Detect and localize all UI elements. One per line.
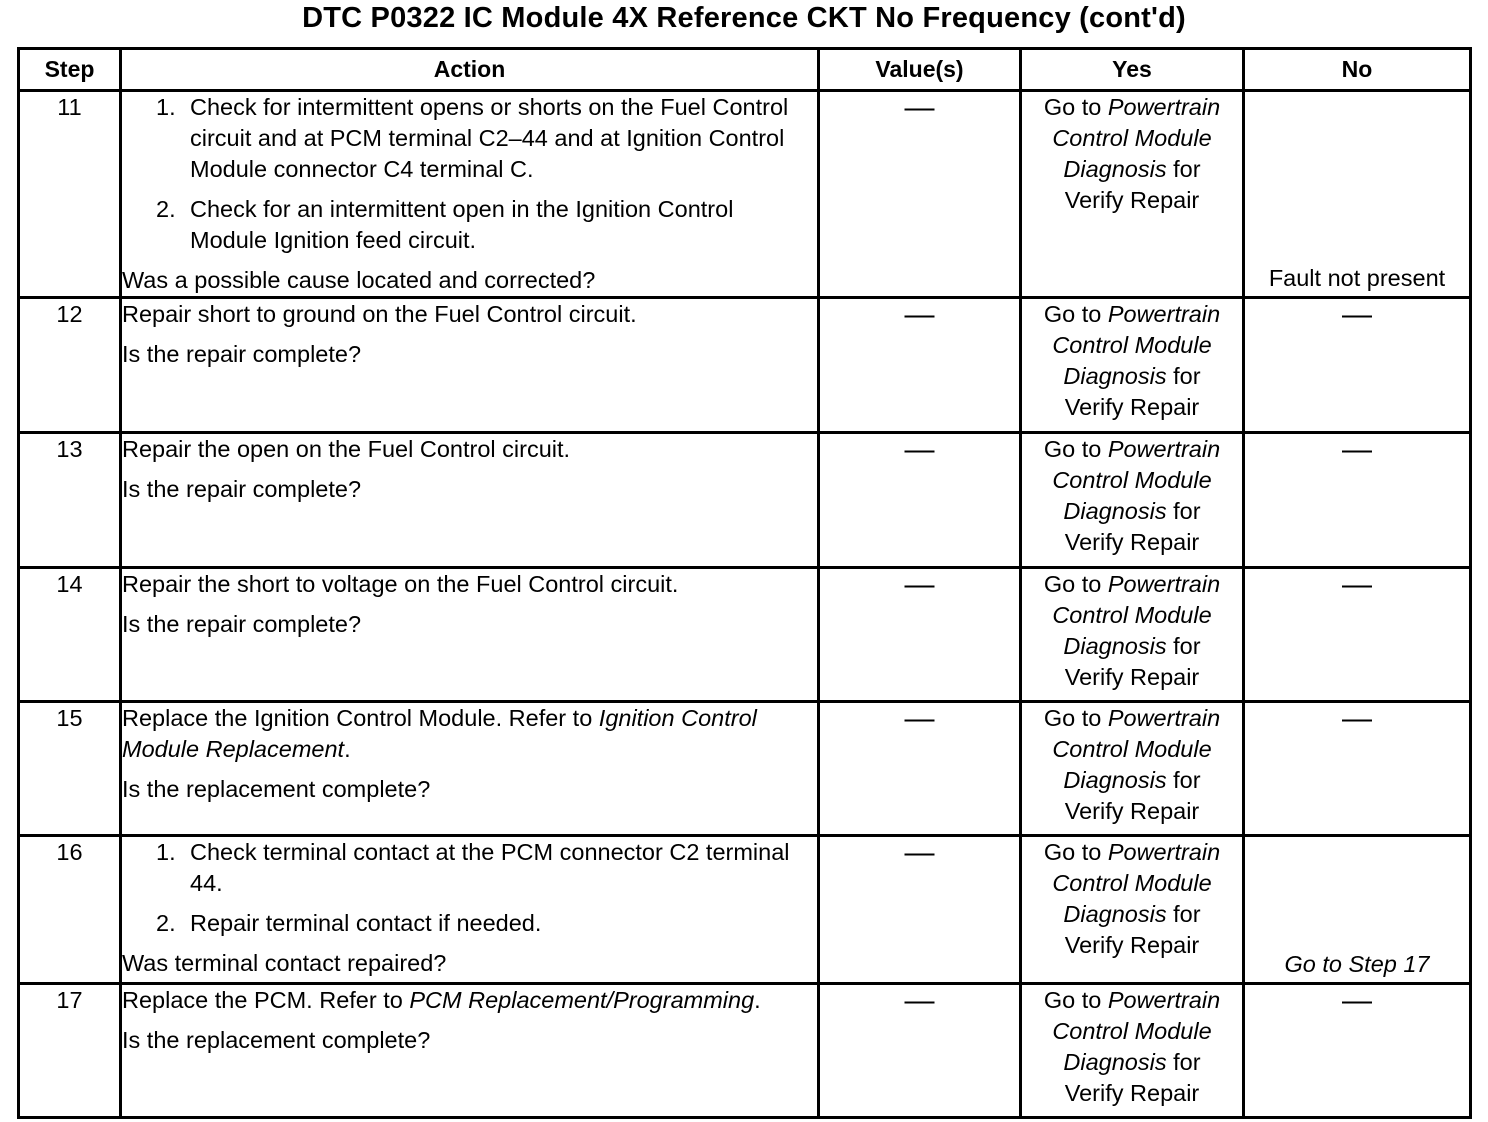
yes-powertrain: Powertrain xyxy=(1107,705,1221,731)
action-cell xyxy=(121,568,819,702)
yes-go-to: Go to xyxy=(1043,436,1108,462)
no-dash: — xyxy=(1342,702,1372,735)
yes-for: for xyxy=(1166,633,1201,659)
yes-diagnosis: Diagnosis xyxy=(1063,1049,1167,1075)
yes-verify-repair: Verify Repair xyxy=(1064,187,1200,213)
list-item xyxy=(122,908,817,939)
step-number: 11 xyxy=(19,91,121,298)
diagnostic-table xyxy=(17,47,1472,1119)
action-question: Is the replacement complete? xyxy=(122,1027,431,1053)
action-text: Repair the open on the Fuel Control circuit. xyxy=(122,436,571,462)
yes-go-to: Go to xyxy=(1043,705,1108,731)
action-question: Was a possible cause located and corrected? xyxy=(122,267,596,293)
yes-for: for xyxy=(1166,156,1201,182)
no-cell: Go to Step 17 xyxy=(1244,836,1471,984)
yes-diagnosis: Diagnosis xyxy=(1063,156,1167,182)
yes-powertrain: Powertrain xyxy=(1107,571,1221,597)
value-cell: — xyxy=(819,91,1021,298)
yes-for: for xyxy=(1166,1049,1201,1075)
value-cell: — xyxy=(819,702,1021,836)
action-reference: PCM Replacement/Programming xyxy=(409,987,755,1013)
yes-for: for xyxy=(1166,363,1201,389)
no-cell xyxy=(1244,298,1471,433)
yes-diagnosis: Diagnosis xyxy=(1063,363,1167,389)
yes-diagnosis: Diagnosis xyxy=(1063,901,1167,927)
table-row xyxy=(19,568,1471,702)
table-row xyxy=(19,433,1471,568)
yes-for: for xyxy=(1166,498,1201,524)
no-cell xyxy=(1244,568,1471,702)
yes-control-module: Control Module xyxy=(1052,736,1212,762)
yes-cell xyxy=(1021,568,1244,702)
item-text: Check for intermittent opens or shorts on the Fuel Control circuit and at PCM terminal C2–44 and at Ignition Control Module connector C4 terminal C. xyxy=(190,94,789,182)
action-text-prefix: Replace the PCM. Refer to xyxy=(122,987,410,1013)
page-title: DTC P0322 IC Module 4X Reference CKT No Frequency (cont'd) xyxy=(302,2,1186,34)
yes-go-to: Go to xyxy=(1043,987,1108,1013)
no-dash: — xyxy=(1342,984,1372,1017)
list-item xyxy=(122,92,817,185)
step-number: 16 xyxy=(19,836,121,984)
no-dash: — xyxy=(1342,568,1372,601)
yes-powertrain: Powertrain xyxy=(1107,94,1221,120)
yes-for: for xyxy=(1166,767,1201,793)
yes-powertrain: Powertrain xyxy=(1107,987,1221,1013)
no-cell xyxy=(1244,702,1471,836)
yes-cell xyxy=(1021,298,1244,433)
yes-cell xyxy=(1021,91,1244,298)
yes-go-to: Go to xyxy=(1043,571,1108,597)
action-text xyxy=(122,703,817,765)
action-text: Repair short to ground on the Fuel Control circuit. xyxy=(122,301,637,327)
value-cell: — xyxy=(819,433,1021,568)
header-step: Step xyxy=(19,49,121,91)
table-row xyxy=(19,984,1471,1118)
table-row xyxy=(19,298,1471,433)
yes-cell xyxy=(1021,836,1244,984)
yes-control-module: Control Module xyxy=(1052,125,1212,151)
step-number: 13 xyxy=(19,433,121,568)
action-cell xyxy=(121,984,819,1118)
no-cell xyxy=(1244,433,1471,568)
yes-powertrain: Powertrain xyxy=(1107,436,1221,462)
item-text: Check terminal contact at the PCM connector C2 terminal 44. xyxy=(190,839,790,896)
value-cell: — xyxy=(819,836,1021,984)
action-question: Was terminal contact repaired? xyxy=(122,950,447,976)
yes-verify-repair: Verify Repair xyxy=(1064,1080,1200,1106)
yes-cell xyxy=(1021,702,1244,836)
yes-verify-repair: Verify Repair xyxy=(1064,798,1200,824)
action-question: Is the replacement complete? xyxy=(122,776,431,802)
table-row xyxy=(19,702,1471,836)
action-text xyxy=(122,985,817,1016)
yes-verify-repair: Verify Repair xyxy=(1064,664,1200,690)
yes-for: for xyxy=(1166,901,1201,927)
action-question: Is the repair complete? xyxy=(122,341,362,367)
value-cell: — xyxy=(819,298,1021,433)
yes-go-to: Go to xyxy=(1043,301,1108,327)
action-text-suffix: . xyxy=(344,736,351,762)
value-cell: — xyxy=(819,568,1021,702)
action-cell xyxy=(121,298,819,433)
step-number: 17 xyxy=(19,984,121,1118)
action-cell xyxy=(121,433,819,568)
step-number: 12 xyxy=(19,298,121,433)
yes-go-to: Go to xyxy=(1043,94,1108,120)
header-yes: Yes xyxy=(1021,49,1244,91)
yes-control-module: Control Module xyxy=(1052,1018,1212,1044)
yes-powertrain: Powertrain xyxy=(1107,839,1221,865)
no-dash: — xyxy=(1342,298,1372,331)
action-cell xyxy=(121,836,819,984)
action-text-prefix: Replace the Ignition Control Module. Refer to xyxy=(122,705,599,731)
table-row xyxy=(19,836,1471,984)
yes-verify-repair: Verify Repair xyxy=(1064,529,1200,555)
no-cell: Fault not present xyxy=(1244,91,1471,298)
yes-go-to: Go to xyxy=(1043,839,1108,865)
header-row xyxy=(19,49,1471,91)
yes-cell xyxy=(1021,984,1244,1118)
action-list xyxy=(122,92,817,256)
yes-diagnosis: Diagnosis xyxy=(1063,498,1167,524)
step-number: 15 xyxy=(19,702,121,836)
yes-powertrain: Powertrain xyxy=(1107,301,1221,327)
item-number: 1. xyxy=(156,94,176,120)
action-reference: Ignition Control Module Replacement xyxy=(122,705,757,762)
action-list xyxy=(122,837,817,939)
yes-control-module: Control Module xyxy=(1052,602,1212,628)
action-question: Is the repair complete? xyxy=(122,611,362,637)
item-number: 1. xyxy=(156,839,176,865)
action-text: Repair the short to voltage on the Fuel Control circuit. xyxy=(122,571,679,597)
yes-diagnosis: Diagnosis xyxy=(1063,767,1167,793)
item-text: Check for an intermittent open in the Ignition Control Module Ignition feed circuit. xyxy=(190,196,734,253)
yes-control-module: Control Module xyxy=(1052,870,1212,896)
yes-control-module: Control Module xyxy=(1052,467,1212,493)
yes-diagnosis: Diagnosis xyxy=(1063,633,1167,659)
list-item xyxy=(122,837,817,899)
action-question: Is the repair complete? xyxy=(122,476,362,502)
action-cell xyxy=(121,91,819,298)
header-no: No xyxy=(1244,49,1471,91)
no-cell xyxy=(1244,984,1471,1118)
header-action: Action xyxy=(121,49,819,91)
item-number: 2. xyxy=(156,196,176,222)
no-dash: — xyxy=(1342,433,1372,466)
list-item xyxy=(122,194,817,256)
yes-verify-repair: Verify Repair xyxy=(1064,394,1200,420)
item-number: 2. xyxy=(156,910,176,936)
action-cell xyxy=(121,702,819,836)
table-row xyxy=(19,91,1471,298)
item-text: Repair terminal contact if needed. xyxy=(190,910,542,936)
step-number: 14 xyxy=(19,568,121,702)
yes-control-module: Control Module xyxy=(1052,332,1212,358)
header-values: Value(s) xyxy=(819,49,1021,91)
yes-verify-repair: Verify Repair xyxy=(1064,932,1200,958)
yes-cell xyxy=(1021,433,1244,568)
action-text-suffix: . xyxy=(754,987,761,1013)
value-cell: — xyxy=(819,984,1021,1118)
